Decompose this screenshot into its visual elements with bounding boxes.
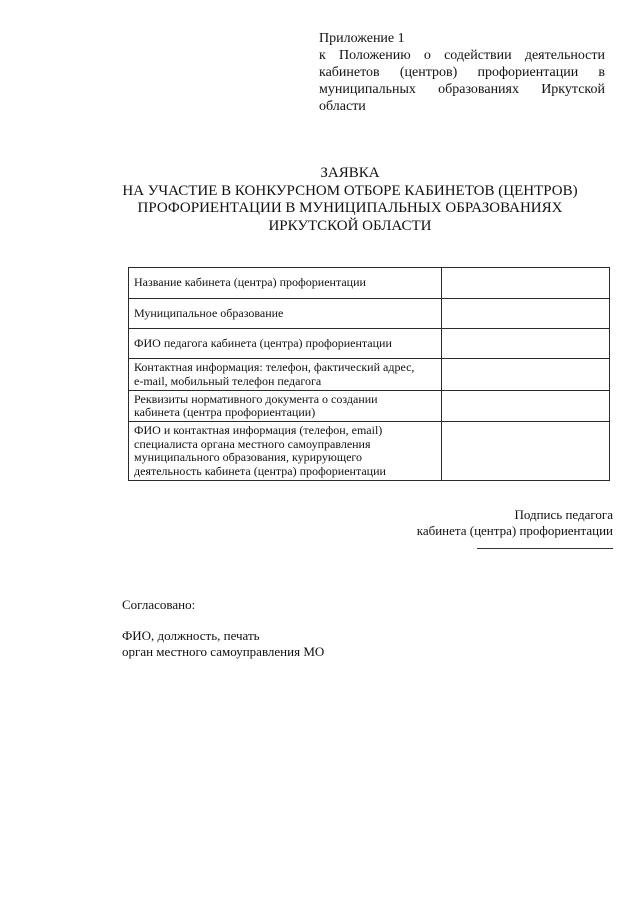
appendix-title: Приложение 1	[319, 31, 405, 46]
application-form-table	[128, 267, 610, 481]
table-row	[129, 299, 610, 329]
table-row	[129, 329, 610, 359]
table-row	[129, 422, 610, 481]
signature-block	[395, 507, 613, 539]
heading-line-1: ЗАЯВКА	[320, 165, 380, 181]
row-value-cell[interactable]	[441, 391, 609, 422]
table-row	[129, 268, 610, 299]
row-label	[129, 391, 442, 422]
row-label-line: Контактная информация: телефон, фактический адрес,	[134, 360, 415, 374]
approval-label: Согласовано:	[122, 597, 196, 612]
row-value-cell[interactable]	[441, 299, 609, 329]
signature-label-line-1: Подпись педагога	[514, 507, 613, 522]
row-label-line: Реквизиты нормативного документа о создании	[134, 391, 378, 406]
row-label-text: Муниципальное образование	[134, 305, 284, 320]
row-value-cell[interactable]	[441, 268, 609, 299]
row-value-cell[interactable]	[441, 359, 609, 391]
approval-details-line-2: орган местного самоуправления МО	[122, 644, 325, 659]
row-label	[129, 299, 442, 329]
row-label-line: кабинета (центра профориентации)	[134, 405, 316, 419]
appendix-text: к Положению о содействии деятельности кабинетов (центров) профориентации в муниципальных образованиях Иркутской области	[319, 48, 605, 114]
row-label-text: Название кабинета (центра) профориентации	[134, 275, 366, 290]
row-value-cell[interactable]	[441, 422, 609, 481]
approval-details	[122, 628, 324, 660]
row-label	[129, 359, 442, 391]
document-heading	[90, 165, 610, 235]
table-row	[129, 359, 610, 391]
row-label-line: e-mail, мобильный телефон педагога	[134, 373, 322, 388]
row-label-line: муниципального образования, курирующего	[134, 450, 363, 464]
signature-label-line-2: кабинета (центра) профориентации	[416, 523, 613, 538]
heading-line-2: НА УЧАСТИЕ В КОНКУРСНОМ ОТБОРЕ КАБИНЕТОВ (ЦЕНТРОВ)	[122, 182, 578, 199]
row-label-text: ФИО педагога кабинета (центра) профориентации	[134, 335, 392, 350]
row-label	[129, 268, 442, 299]
approval-details-line-1: ФИО, должность, печать	[122, 628, 260, 643]
row-label	[129, 329, 442, 359]
appendix-block	[319, 30, 605, 115]
signature-line[interactable]	[477, 548, 613, 549]
row-label-line: деятельность кабинета (центра) профориентации	[134, 463, 386, 478]
heading-line-4: ИРКУТСКОЙ ОБЛАСТИ	[268, 217, 432, 234]
row-label-line: специалиста органа местного самоуправления	[134, 436, 371, 451]
row-value-cell[interactable]	[441, 329, 609, 359]
row-label	[129, 422, 442, 481]
table-row	[129, 391, 610, 422]
heading-line-3: ПРОФОРИЕНТАЦИИ В МУНИЦИПАЛЬНЫХ ОБРАЗОВАНИЯХ	[137, 200, 563, 216]
row-label-line: ФИО и контактная информация (телефон, email)	[134, 423, 383, 437]
